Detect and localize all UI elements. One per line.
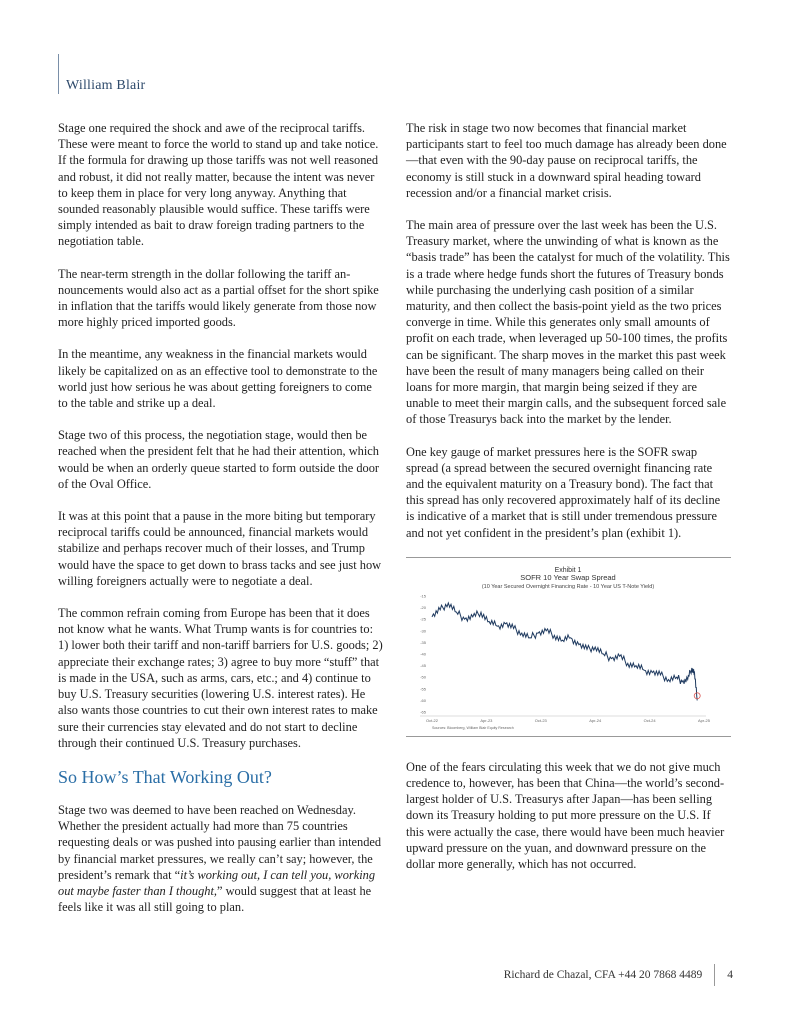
header-rule	[58, 54, 59, 94]
x-tick-label: Apr-24	[589, 717, 602, 723]
y-tick-label: -30	[420, 628, 426, 634]
exhibit-chart	[406, 557, 731, 737]
footer-divider	[714, 964, 715, 986]
paragraph: It was at this point that a pause in the more biting but temporary reciprocal tariffs could be announced, financial markets would stabilize and perhaps recover much of their losses, and Trump would have the space to get down to brass tacks and see just how willing foreigners actually were to negotiate a deal.	[58, 509, 382, 588]
paragraph: Stage two of this process, the negotiation stage, would then be reached when the president felt that he had their attention, which would be when an orderly queue started to form outside the door of the Oval Office.	[58, 428, 380, 491]
y-tick-label: -20	[420, 604, 426, 610]
y-tick-label: -60	[420, 697, 426, 703]
y-tick-label: -35	[420, 639, 426, 645]
chart-source: Sources: Bloomberg, William Blair Equity Research	[432, 725, 514, 730]
x-tick-label: Apr-25	[697, 717, 711, 723]
y-tick-label: -25	[420, 616, 426, 622]
brand-name: William Blair	[66, 78, 146, 93]
x-tick-label: Apr-23	[480, 717, 493, 723]
paragraph: The near-term strength in the dollar following the tariff announcements would also act as a partial offset for the short spike in inflation that the tariffs would likely generate from those now more highly priced imported goods.	[58, 266, 379, 330]
x-tick-label: Oct-22	[425, 717, 439, 723]
y-tick-label: -55	[420, 686, 426, 692]
y-tick-label: -40	[420, 651, 426, 657]
section-heading: So How’s That Working Out?	[58, 766, 272, 787]
footer	[504, 964, 733, 986]
y-tick-label: -15	[420, 593, 426, 599]
x-tick-label: Oct-23	[534, 717, 547, 723]
text-span: ” would suggest that at least he feels like it was all still going to plan.	[58, 883, 372, 915]
chart-subtitle: (10 Year Secured Overnight Financing Rate - 10 Year US T-Note Yield)	[481, 583, 655, 590]
chart-title: SOFR 10 Year Swap Spread	[520, 572, 616, 582]
page-number: 4	[727, 969, 733, 981]
paragraph: One key gauge of market pressures here is the SOFR swap spread (a spread between the secured overnight financing rate and the equivalent maturity on a Treasury bond). The fact that this spread has only recovered approximately half of its decline is indicative of a market that is still under tremendous pressure and not yet confident in the president’s plan (exhibit 1).	[406, 444, 721, 540]
quote: it’s working out, I can tell you, working out maybe faster than I thought,	[58, 867, 376, 898]
y-axis-ticks	[420, 593, 427, 714]
paragraph: The risk in stage two now becomes that financial market participants start to feel too much damage has already been done—that even with the 90-day pause on reciprocal tariffs, the economy is still stuck in a downward spiral heading toward recession and/or a financial market crisis.	[406, 121, 727, 200]
chart-svg	[406, 564, 731, 732]
paragraph: The common refrain coming from Europe has been that it does not know what he wants. What Trump wants is for countries to: 1) lower both their tariff and non-tariff barriers for U.S. goods; 2) appreciate their exchange rates; 3) agree to buy more “stuff” that is made in the USA, such as arms, cars, etc.; and 4) continue to buy U.S. Treasury securities (lowering U.S. interest rates). He also wants those countries to cut their own interest rates to make sure their currencies stay elevated and do not start to decline through their continued U.S. Treasury purchases.	[58, 606, 383, 750]
paragraph	[58, 802, 383, 915]
right-column	[406, 120, 731, 888]
x-axis-ticks	[426, 718, 711, 723]
paragraph: One of the fears circulating this week that we do not give much credence to, however, has been that China—the world’s second-largest holder of U.S. Treasurys after Japan—has been selling down its Treasury holding to put more pressure on the U.S. If this were actually the case, there would have been much heavier upward pressure on the yuan, and downward pressure on the dollar more generally, which has not occurred.	[406, 759, 725, 872]
y-tick-label: -45	[420, 662, 426, 668]
text-span: Stage two was deemed to have been reached on Wednesday. Whether the president actually had more than 75 countries requesting deals or was pushed into pausing earlier than intended by financial market pressures, we really can’t say; however, the president’s remark that “	[58, 802, 382, 882]
left-column	[58, 120, 383, 931]
chart-exhibit-label: Exhibit 1	[554, 566, 582, 574]
y-tick-label: -65	[420, 709, 426, 715]
paragraph: The main area of pressure over the last week has been the U.S. Treasury market, where the unwinding of what is known as the “basis trade” has been the catalyst for much of the volatility. This is a trade where hedge funds short the futures of Treasury bonds while purchasing the underlying cash position of a similar maturity, and then collect the basis-point yield as the two prices converge in time. While this generates only small amounts of profit on each trade, when leveraged up 50-100 times, the profits can be significant. The sharp moves in the market this past week have been the result of many managers being called on their loans for more margin, that margin being seized if they are unable to meet their margin calls, and the subsequent forced sale of those Treasurys back into the market by the lender.	[406, 218, 730, 427]
y-tick-label: -50	[420, 674, 426, 680]
series-line	[432, 603, 697, 700]
footer-author: Richard de Chazal, CFA +44 20 7868 4489	[503, 969, 703, 981]
paragraph: In the meantime, any weakness in the financial markets would likely be capitalized on as an effective tool to demonstrate to the world just how serious he was about getting foreigners to come to the table and strike up a deal.	[58, 347, 378, 411]
paragraph: Stage one required the shock and awe of the reciprocal tariffs. These were meant to force the world to stand up and take notice. If the formula for drawing up those tariffs was not well reasoned and robust, it did not really matter, because the intent was never to keep them in place for very long anyway. Anything that sounded reasonably plausible would suffice. These tariffs were simply intended as bait to draw foreign trading partners to the negotiation table.	[58, 121, 379, 249]
x-tick-label: Oct-24	[643, 717, 656, 723]
